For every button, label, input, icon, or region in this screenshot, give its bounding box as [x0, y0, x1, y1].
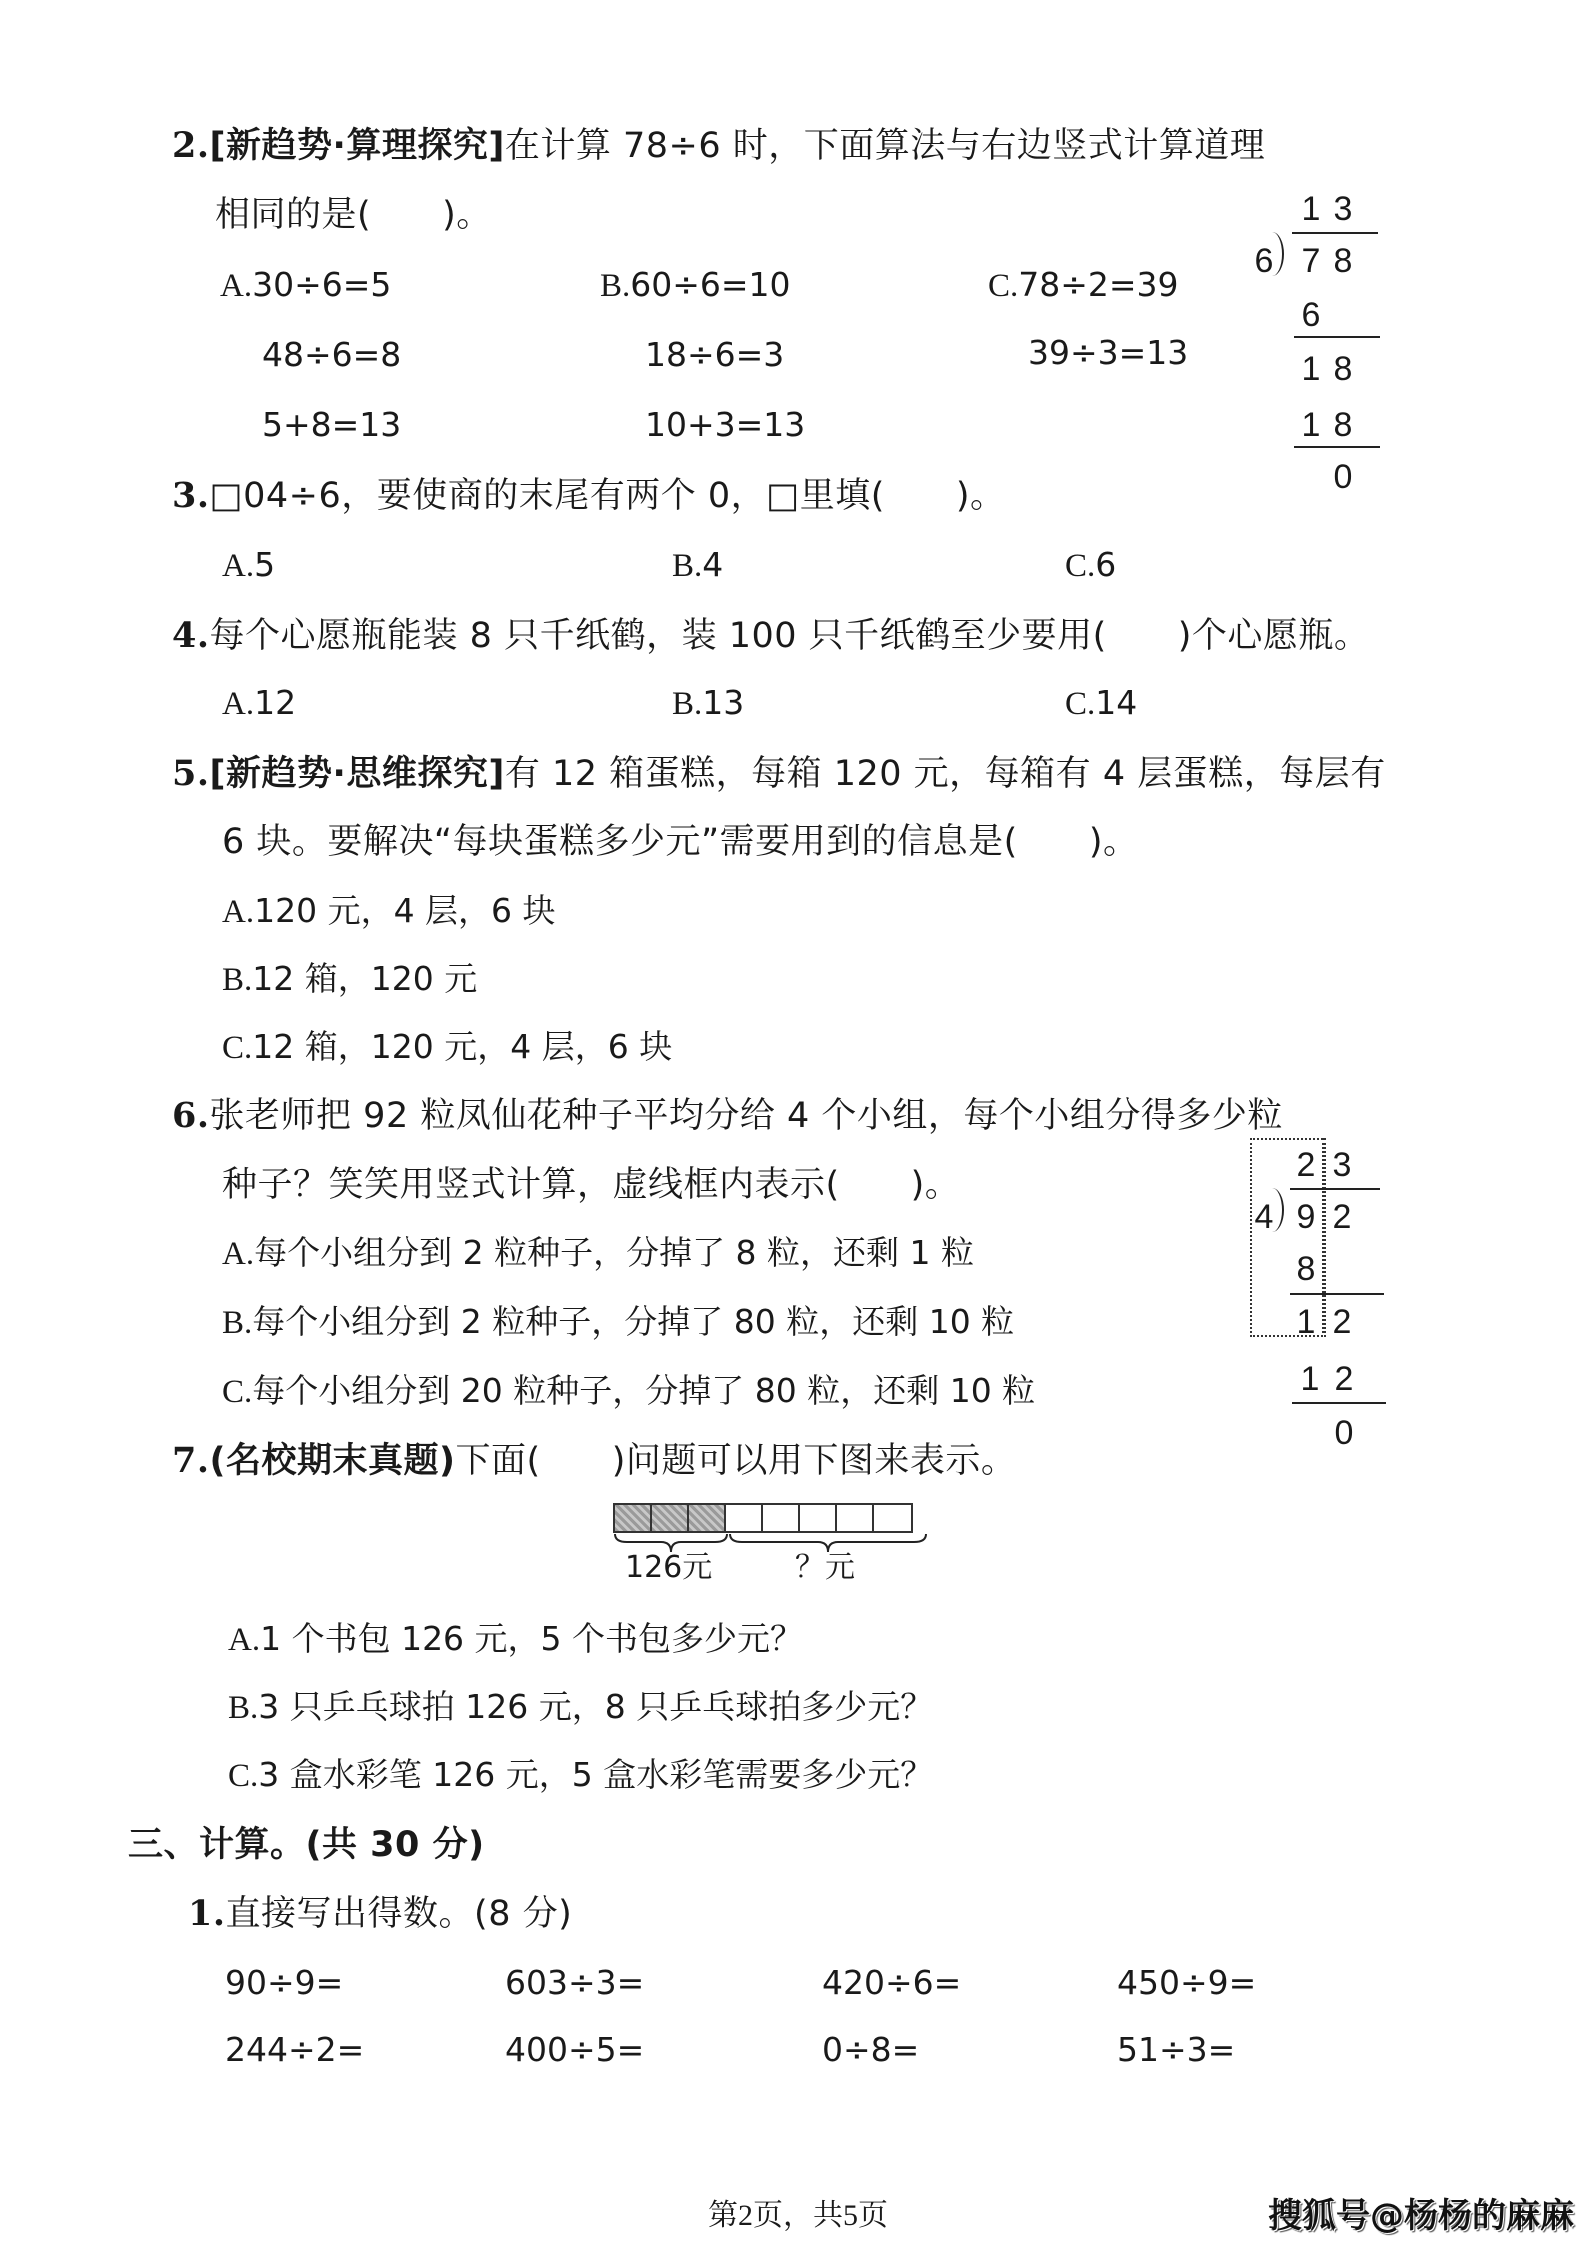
calc-item: 51÷3=	[1117, 2030, 1236, 2069]
empty-cell	[874, 1505, 911, 1531]
calc-item: 420÷6=	[822, 1963, 962, 2002]
q6-option-c: C.每个小组分到 20 粒种子，分掉了 80 粒，还剩 10 粒	[222, 1371, 1036, 1410]
q2-option-b-line1: B.60÷6=10	[600, 265, 791, 304]
section-3-title: 三、计算。(共 30 分)	[128, 1825, 485, 1865]
long-division-78-by-6: 1 3 6 7 8 6 1 8 1 8 0	[1250, 190, 1380, 500]
q2-option-b-line3: 10+3=13	[645, 405, 806, 444]
q5-option-b: B.12 箱，120 元	[222, 959, 478, 998]
empty-cell	[837, 1505, 874, 1531]
empty-cell	[726, 1505, 763, 1531]
calc-item: 603÷3=	[505, 1963, 645, 2002]
q7-option-a: A.1 个书包 126 元，5 个书包多少元？	[228, 1619, 804, 1658]
page-number: 第2页，共5页	[708, 2199, 888, 2232]
bar-diagram	[613, 1503, 913, 1533]
q2-option-c-line2: 39÷3=13	[1028, 333, 1189, 372]
q7-option-c: C.3 盒水彩笔 126 元，5 盒水彩笔需要多少元？	[228, 1755, 934, 1794]
q5-option-a: A.120 元，4 层，6 块	[222, 891, 556, 930]
q2-option-a-line2: 48÷6=8	[262, 335, 402, 374]
q4-option-b: B.13	[672, 683, 745, 722]
q2-option-b-line2: 18÷6=3	[645, 335, 785, 374]
long-division-92-by-4: 2 3 4 9 2 8 1 2 1 2 0	[1250, 1138, 1390, 1458]
question-5-line2: 6 块。要解决“每块蛋糕多少元”需要用到的信息是( )。	[222, 822, 1139, 862]
q2-option-a-line1: A.30÷6=5	[220, 265, 392, 304]
calc-item: 0÷8=	[822, 2030, 920, 2069]
watermark: 搜狐号@杨杨的麻麻	[1268, 2196, 1574, 2236]
question-2-line2: 相同的是( )。	[215, 195, 492, 235]
q2-option-a-line3: 5+8=13	[262, 405, 402, 444]
question-6-line1: 6.张老师把 92 粒凤仙花种子平均分给 4 个小组，每个小组分得多少粒	[172, 1095, 1283, 1136]
q3-option-b: B.4	[672, 545, 724, 584]
q3-option-a: A.5	[222, 545, 276, 584]
diagram-right-label: ？元	[795, 1550, 855, 1585]
question-text: 在计算 78÷6 时，下面算法与右边竖式计算道理	[504, 126, 1266, 166]
q4-option-c: C.14	[1065, 683, 1138, 722]
empty-cell	[763, 1505, 800, 1531]
calc-item: 244÷2=	[225, 2030, 365, 2069]
question-tag: [新趋势·算理探究]	[209, 126, 505, 166]
question-6-line2: 种子？笑笑用竖式计算，虚线框内表示( )。	[222, 1165, 961, 1205]
q3-option-c: C.6	[1065, 545, 1117, 584]
question-number: 2.	[172, 125, 210, 166]
question-3: 3.□04÷6，要使商的末尾有两个 0，□里填( )。	[172, 475, 1006, 516]
shaded-cell	[689, 1505, 726, 1531]
calc-item: 90÷9=	[225, 1963, 344, 2002]
q5-option-c: C.12 箱，120 元，4 层，6 块	[222, 1027, 673, 1066]
q2-option-c-line1: C.78÷2=39	[988, 265, 1179, 304]
q7-option-b: B.3 只乒乓球拍 126 元，8 只乒乓球拍多少元？	[228, 1687, 934, 1726]
question-4: 4.每个心愿瓶能装 8 只千纸鹤，装 100 只千纸鹤至少要用( )个心愿瓶。	[172, 615, 1370, 656]
shaded-cell	[615, 1505, 652, 1531]
q4-option-a: A.12	[222, 683, 297, 722]
q6-option-b: B.每个小组分到 2 粒种子，分掉了 80 粒，还剩 10 粒	[222, 1302, 1015, 1341]
q6-option-a: A.每个小组分到 2 粒种子，分掉了 8 粒，还剩 1 粒	[222, 1233, 975, 1272]
calc-item: 450÷9=	[1117, 1963, 1257, 2002]
section-3-sub1: 1.直接写出得数。(8 分)	[188, 1893, 573, 1934]
calc-item: 400÷5=	[505, 2030, 645, 2069]
diagram-left-label: 126元	[625, 1550, 713, 1585]
question-5-line1: 5.[新趋势·思维探究]有 12 箱蛋糕，每箱 120 元，每箱有 4 层蛋糕，每层有	[172, 753, 1386, 794]
shaded-cell	[652, 1505, 689, 1531]
empty-cell	[800, 1505, 837, 1531]
question-2-line1	[172, 125, 1266, 166]
question-7: 7.(名校期末真题)下面( )问题可以用下图来表示。	[172, 1440, 1017, 1481]
